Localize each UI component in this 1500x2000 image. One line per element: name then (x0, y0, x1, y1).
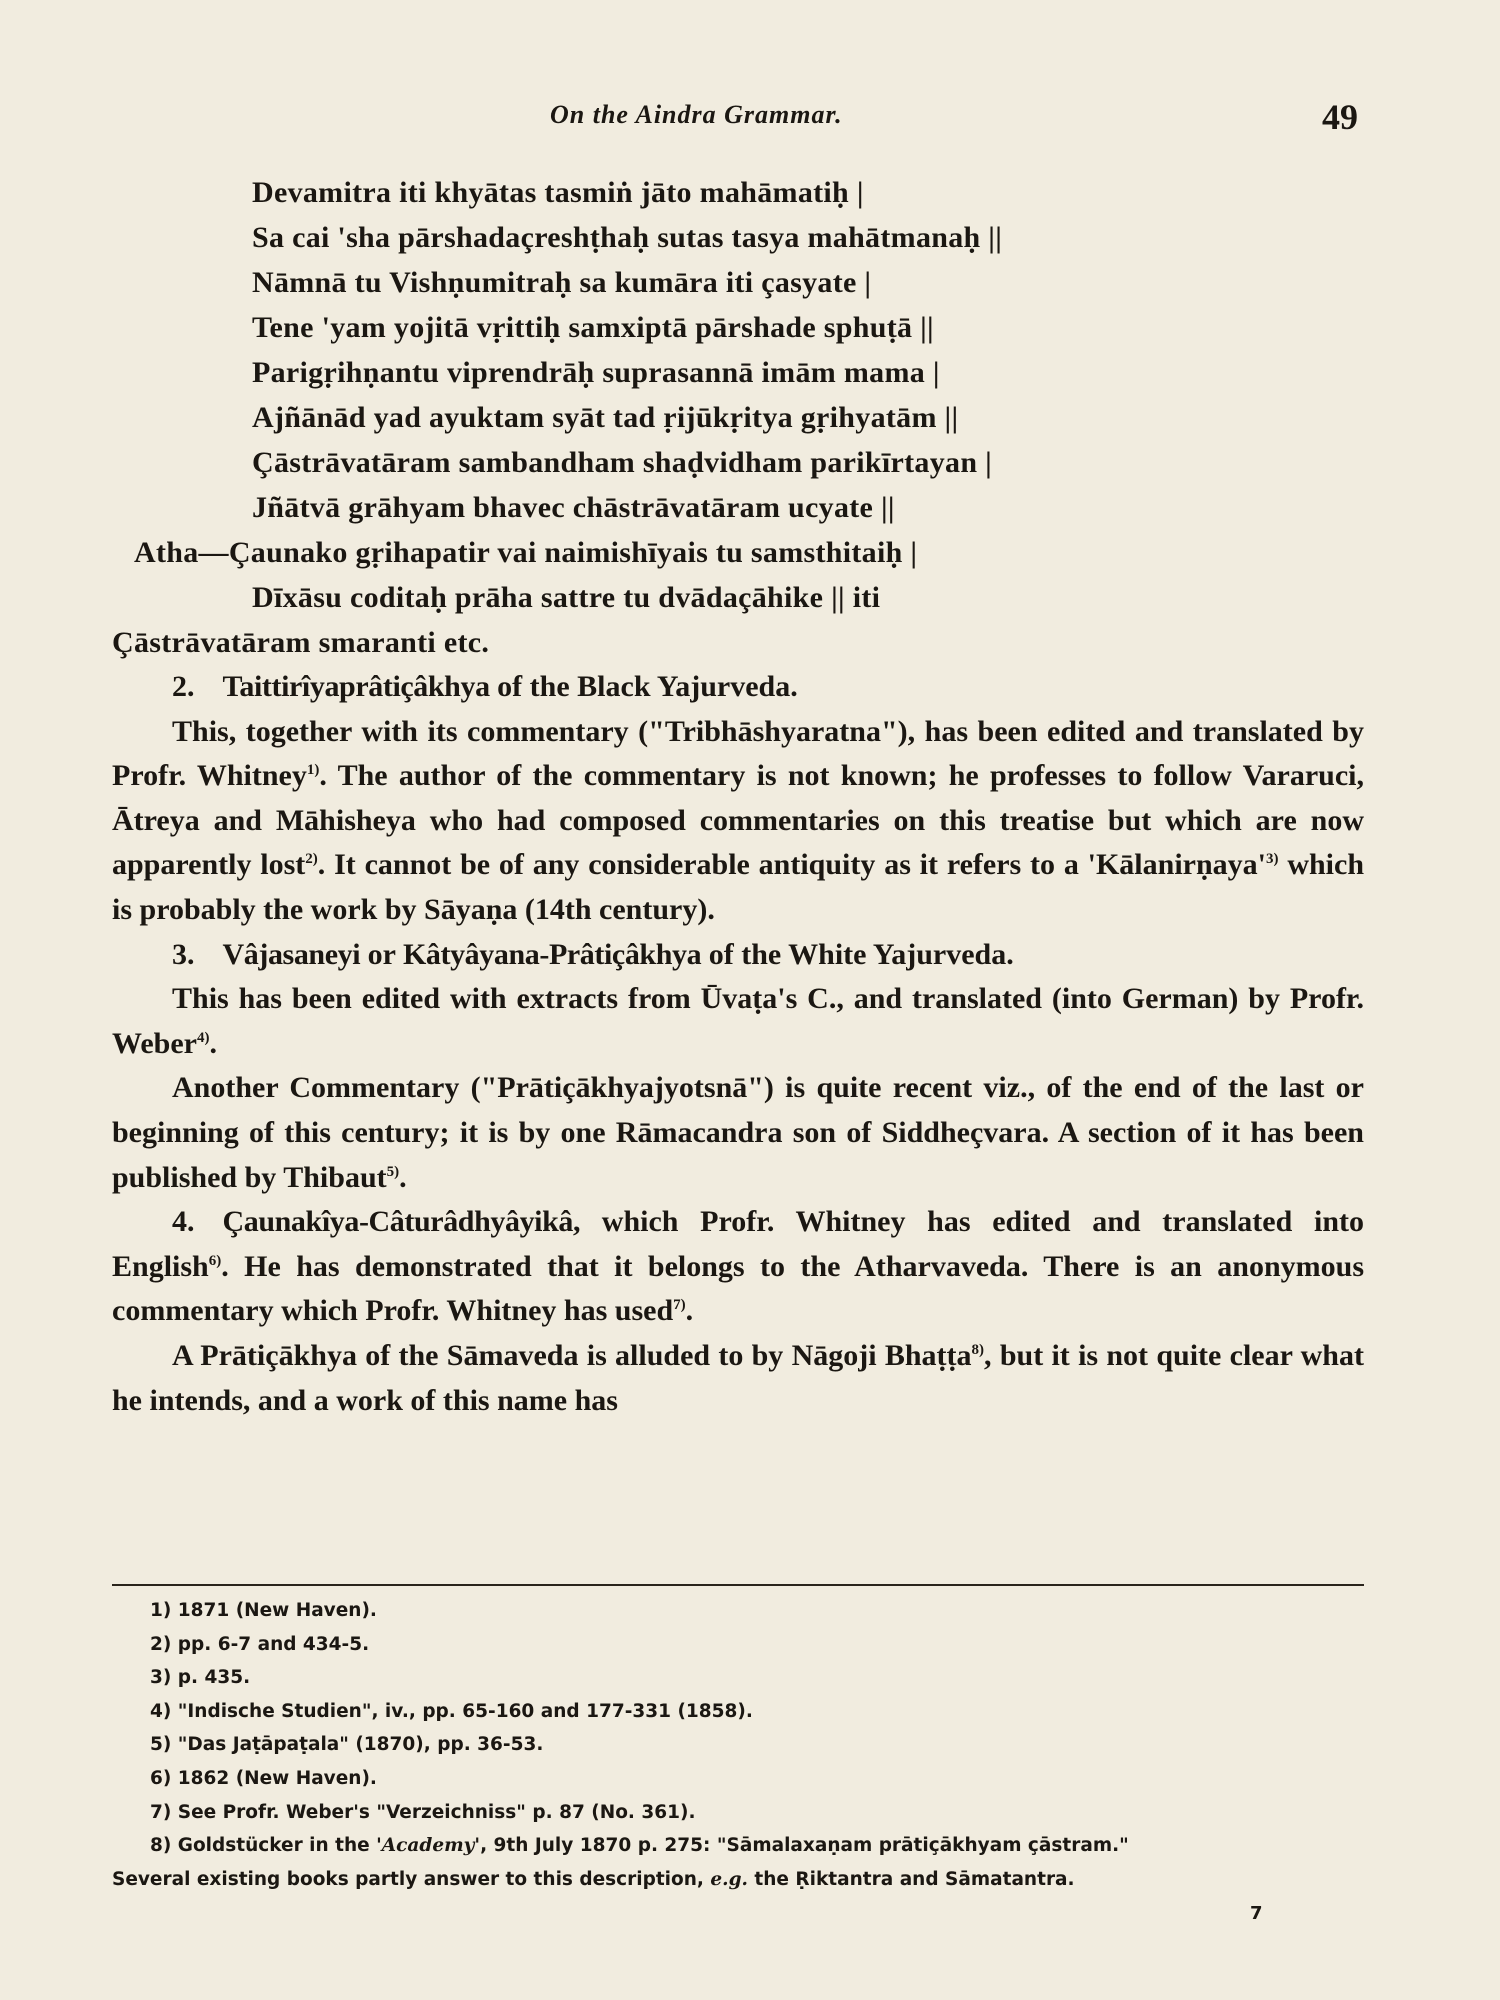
footnote: 5) "Das Jaṭāpaṭala" (1870), pp. 36-53. (150, 1734, 544, 1756)
footnote: 4) "Indische Studien", iv., pp. 65-160 and 177-331 (1858). (150, 1700, 753, 1722)
section-3-body-2 (112, 1066, 1364, 1200)
verse-line: Atha—Çaunako gṛihapatir vai naimishīyais tu samsthitaiḥ | (134, 536, 918, 569)
section-2-heading (112, 665, 1364, 710)
verse-line: Çāstrāvatāram sambandham shaḍvidham parikīrtayan | (252, 446, 993, 479)
verse-line: Ajñānād yad ayuktam syāt tad ṛijūkṛitya gṛihyatām || (252, 401, 959, 434)
verse-line: Çāstrāvatāram smaranti etc. (112, 626, 490, 659)
work-title: Çaunakîya-Câturâdhyâyikâ, (222, 1205, 581, 1239)
paragraph-text: . The author of the commentary is not known; he professes to follow Vararuci, Ātreya and Māhisheya who had composed commentaries on this treatise but which are now apparently lost (112, 759, 1364, 882)
footnote: 2) pp. 6-7 and 434-5. (150, 1633, 370, 1655)
footnote-text: 8) Goldstücker in the ' (150, 1835, 382, 1857)
footnote-rule (112, 1584, 1364, 1586)
paragraph-text: This, together with its commentary ("Tribhāshyaratna"), has been edited and translated by Profr. Whitney (112, 714, 1364, 793)
footnote-ref: 1) (306, 762, 320, 779)
heading-text: of the White Yajurveda. (701, 937, 1014, 971)
paragraph-text: This has been edited with extracts from Ūvaṭa's C., and translated (into German) by Profr. Weber (112, 982, 1364, 1060)
heading-text: or (360, 937, 403, 971)
footnote-text: ', 9th July 1870 p. 275: "Sāmalaxaṇam prātiçākhyam çāstram." (474, 1835, 1129, 1857)
footnote-ref: 5) (386, 1163, 400, 1180)
heading-text: of the Black Yajurveda. (489, 670, 798, 703)
footnote (112, 1829, 1364, 1863)
work-title: Vâjasaneyi (222, 937, 361, 971)
paragraph-text: Another Commentary ("Prātiçākhyajyotsnā") is quite recent viz., of the end of the last or beginning of this century; it is by one Rāmacandra son of Siddheçvara. A section of it has been published by Thibaut (112, 1071, 1364, 1194)
paragraph-text: A Prātiçākhya of the Sāmaveda is alluded to by Nāgoji Bhaṭṭa (172, 1338, 972, 1372)
running-title: On the Aindra Grammar. (550, 100, 843, 129)
footnote: 6) 1862 (New Haven). (150, 1767, 377, 1789)
main-text (112, 170, 1364, 1423)
verse-line: Jñātvā grāhyam bhavec chāstrāvatāram ucyate || (252, 491, 895, 524)
section-number: 2. (172, 670, 195, 703)
footnotes (112, 1594, 1364, 1896)
work-title: Taittirîyaprâtiçâkhya (222, 670, 490, 703)
paragraph-text: which Profr. Whitney has edited and translated into English (112, 1205, 1364, 1283)
paragraph-text: which is probably the work by Sāyaṇa (14th century). (112, 848, 1364, 926)
footnote-ref: 2) (305, 851, 318, 868)
footnote-abbrev: e.g. (710, 1868, 748, 1890)
verse-line: Sa cai 'sha pārshadaçreshṭhaḥ sutas tasya mahātmanaḥ || (252, 221, 1003, 254)
paragraph-text: , but it is not quite clear what he intends, and a work of this name has (112, 1338, 1364, 1417)
work-title: Kâtyâyana-Prâtiçâkhya (402, 937, 702, 971)
footnote: 7) See Profr. Weber's "Verzeichniss" p. 87 (No. 361). (150, 1801, 696, 1823)
footnote-ref: 4) (196, 1029, 210, 1046)
page-number: 49 (1322, 97, 1358, 137)
section-3-body (112, 977, 1364, 1066)
footnote-text: the Ṛiktantra and Sāmatantra. (747, 1868, 1075, 1890)
section-number: 3. (172, 937, 195, 971)
journal-title: Academy (381, 1835, 475, 1857)
samaveda-paragraph (112, 1334, 1364, 1423)
section-3-heading (112, 933, 1364, 978)
footnote-continuation (112, 1863, 1364, 1897)
paragraph-text: . He has demonstrated that it belongs to the Atharvaveda. There is an anonymous commentary which Profr. Whitney has used (112, 1249, 1364, 1328)
verse-line: Devamitra iti khyātas tasmiṅ jāto mahāmatiḥ | (252, 176, 864, 209)
section-number: 4. (172, 1205, 195, 1239)
footnote-text: Several existing books partly answer to this description, (112, 1868, 711, 1890)
verse-line: Dīxāsu coditaḥ prāha sattre tu dvādaçāhike || iti (252, 581, 881, 614)
verse-line: Parigṛihṇantu viprendrāḥ suprasannā imām mama | (252, 356, 940, 389)
footnote: 1) 1871 (New Haven). (150, 1600, 377, 1621)
signature-mark: 7 (1250, 1903, 1263, 1924)
footnote-ref: 6) (208, 1252, 222, 1269)
paragraph-text: . (209, 1026, 217, 1060)
verse-line: Tene 'yam yojitā vṛittiḥ samxiptā pārshade sphuṭā || (252, 311, 934, 344)
paragraph-text: . It cannot be of any considerable antiquity as it refers to a 'Kālanirṇaya' (317, 848, 1266, 882)
footnote-ref: 3) (1266, 851, 1279, 868)
verse-line: Nāmnā tu Vishṇumitraḥ sa kumāra iti çasyate | (252, 266, 872, 299)
running-head (0, 97, 1500, 150)
footnote-ref: 7) (673, 1297, 686, 1314)
footnote-ref: 8) (971, 1341, 985, 1358)
verse-block (112, 170, 1364, 665)
paragraph-text: . (399, 1160, 407, 1194)
paragraph-text: . (685, 1294, 694, 1328)
footnote: 3) p. 435. (150, 1667, 251, 1689)
section-4 (112, 1200, 1364, 1334)
section-2-body (112, 710, 1364, 933)
